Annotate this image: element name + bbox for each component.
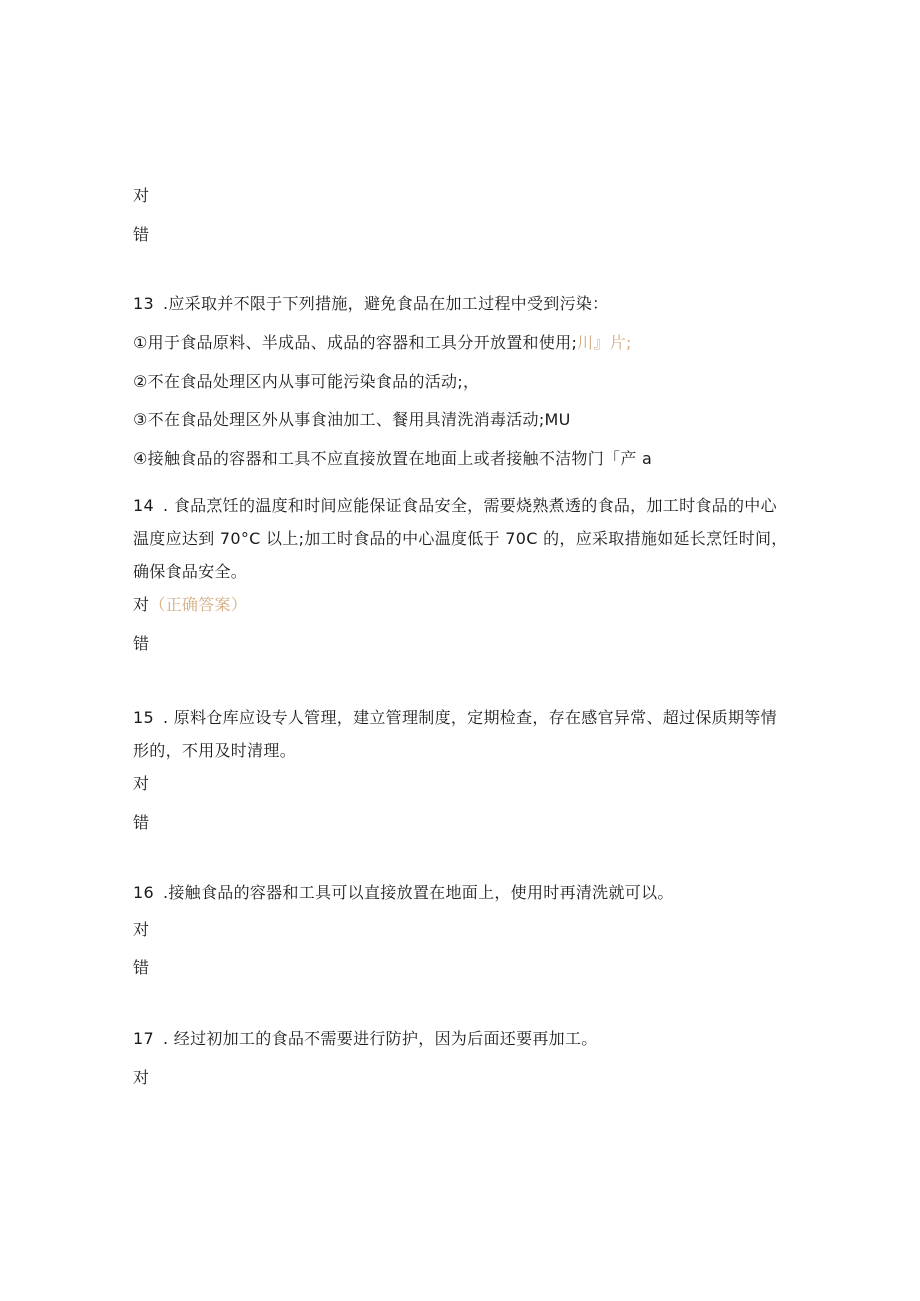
q14-option-true-label: 对 [133, 595, 150, 614]
q16-option-true: 对 [133, 920, 150, 939]
q13-item-4: ④接触食品的容器和工具不应直接放置在地面上或者接触不洁物门「产 a [133, 449, 653, 468]
q13-text: .应采取并不限于下列措施，避免食品在加工过程中受到污染： [163, 294, 609, 313]
q13-item-2: ②不在食品处理区内从事可能污染食品的活动;， [133, 372, 480, 391]
q14-option-false: 错 [133, 634, 150, 653]
q15-option-true: 对 [133, 774, 150, 793]
q15-number: 15 [133, 708, 154, 727]
q14-option-true [133, 595, 247, 615]
q14-text: . 食品烹饪的温度和时间应能保证食品安全，需要烧熟煮透的食品，加工时食品的中心温度应达到 70°C 以上;加工时食品的中心温度低于 70C 的，应采取措施如延长烹饪时间，确保食品安全。 [133, 496, 788, 581]
q12-option-true: 对 [133, 186, 150, 205]
q17-number: 17 [133, 1029, 154, 1048]
q14-answer-note: （正确答案） [149, 595, 248, 614]
q13-question [133, 294, 609, 314]
q15-text: . 原料仓库应设专人管理，建立管理制度，定期检查，存在感官异常、超过保质期等情形的，不用及时清理。 [133, 708, 777, 760]
q13-item-1-artifact: 川』片; [577, 333, 632, 352]
q13-item-1-text: ①用于食品原料、半成品、成品的容器和工具分开放置和使用; [133, 333, 578, 352]
q13-number: 13 [133, 294, 154, 313]
q13-item-3: ③不在食品处理区外从事食油加工、餐用具清洗消毒活动;MU [133, 410, 571, 429]
q14-number: 14 [133, 496, 154, 515]
q17-question [133, 1029, 598, 1049]
q17-text: . 经过初加工的食品不需要进行防护，因为后面还要再加工。 [163, 1029, 598, 1048]
q16-number: 16 [133, 883, 154, 902]
q16-text: .接触食品的容器和工具可以直接放置在地面上，使用时再清洗就可以。 [163, 883, 674, 902]
q17-option-true: 对 [133, 1068, 150, 1087]
q14-question [133, 489, 788, 588]
q12-option-false: 错 [133, 225, 150, 244]
q15-option-false: 错 [133, 813, 150, 832]
q15-question [133, 701, 788, 767]
q16-question [133, 883, 674, 903]
q13-item-1 [133, 333, 632, 353]
q16-option-false: 错 [133, 958, 150, 977]
